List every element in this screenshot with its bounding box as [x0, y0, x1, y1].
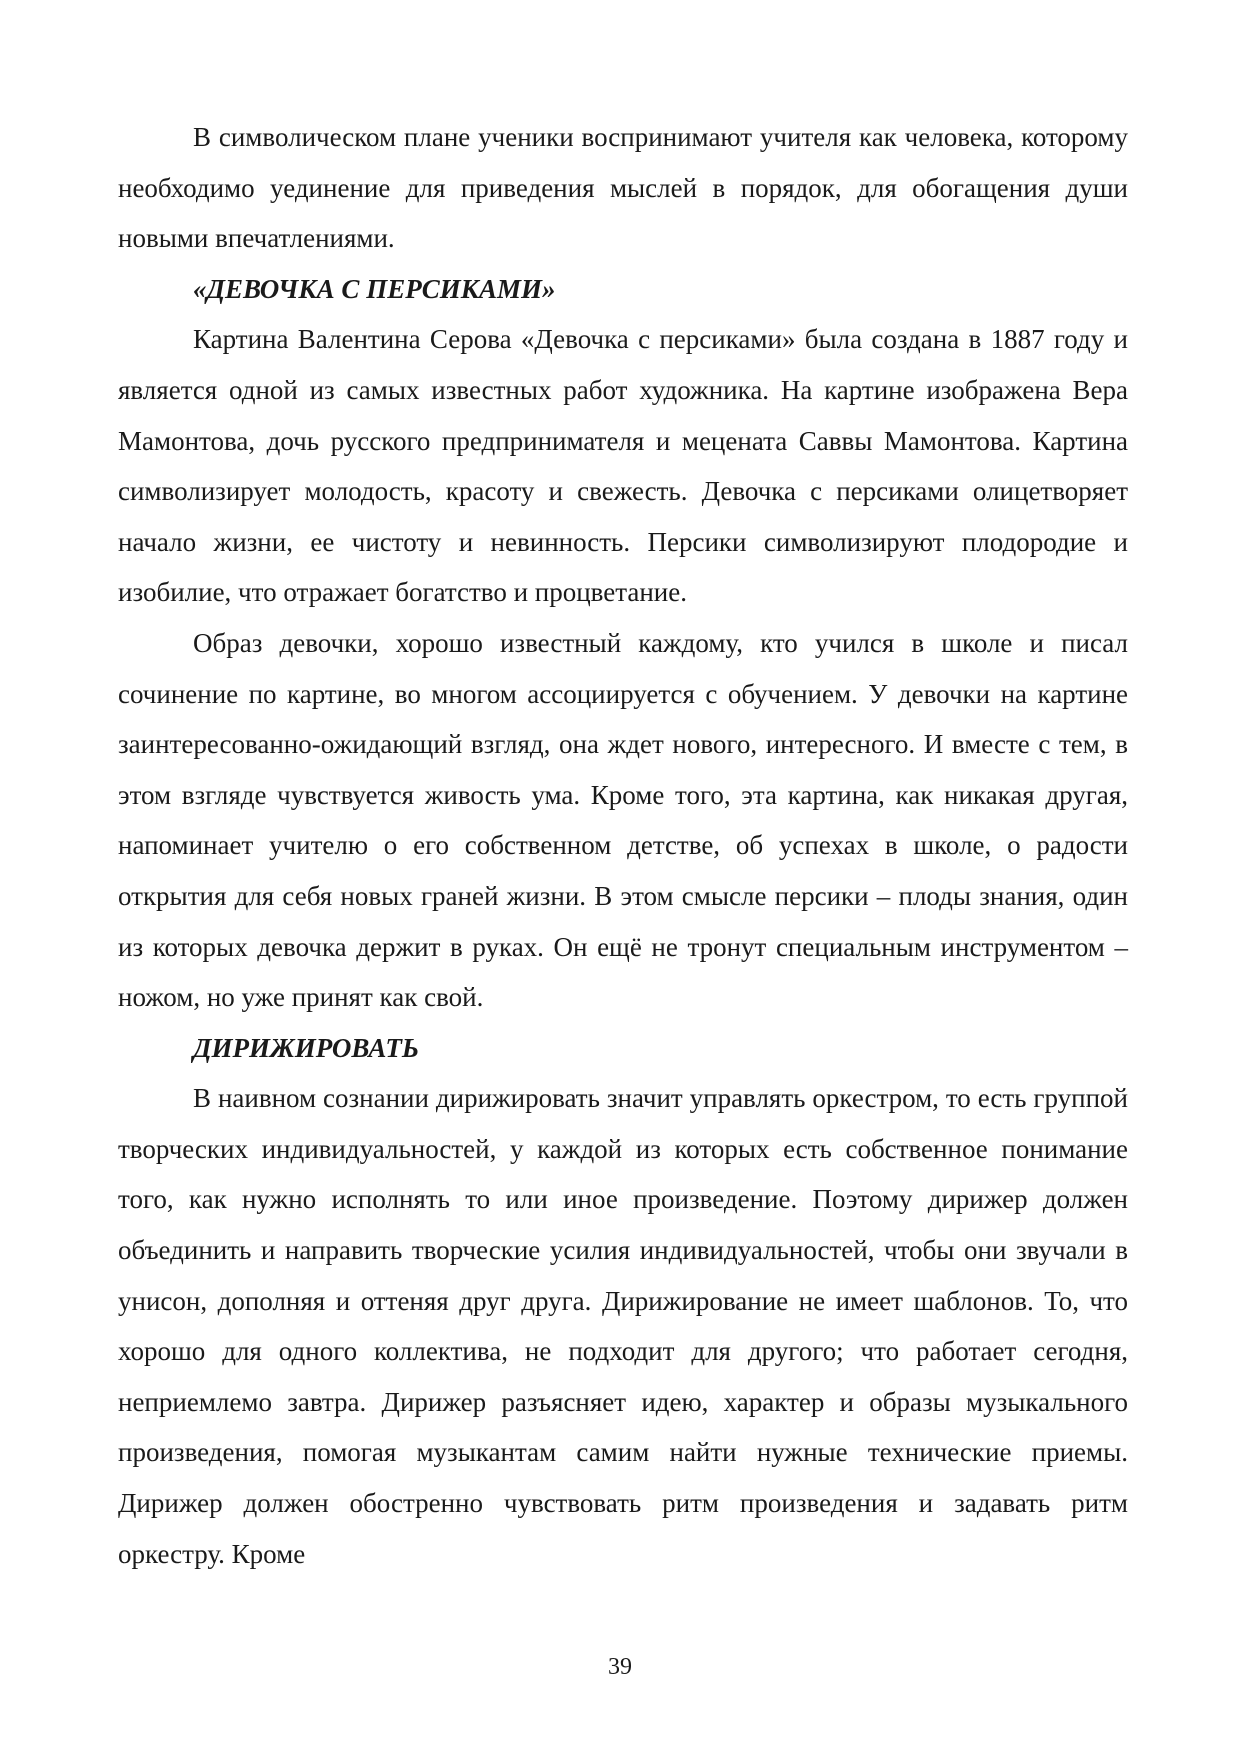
section-heading-conducting: ДИРИЖИРОВАТЬ	[193, 1032, 419, 1063]
document-page	[118, 112, 1128, 1579]
paragraph-girl-image: Образ девочки, хорошо известный каждому, кто учился в школе и писал сочинение по картине, во многом ассоциируется с обучением. У девочки на картине заинтересованно-ожидающий взгляд, она ждет нового, интересного. И вместе с тем, в этом взгляде чувствуется живость ума. Кроме того, эта картина, как никакая другая, напоминает учителю о его собственном детстве, об успехах в школе, о радости открытия для себя новых граней жизни. В этом смысле персики – плоды знания, один из которых девочка держит в руках. Он ещё не тронут специальным инструментом – ножом, но уже принят как свой.	[118, 627, 1128, 1013]
page-number: 39	[608, 1654, 632, 1680]
paragraph-teacher-symbolic: В символическом плане ученики воспринимают учителя как человека, которому необходимо уединение для приведения мыслей в порядок, для обогащения души новыми впечатлениями.	[118, 122, 1128, 254]
paragraph-serov-painting: Картина Валентина Серова «Девочка с персиками» была создана в 1887 году и является одной из самых известных работ художника. На картине изображена Вера Мамонтова, дочь русского предпринимателя и мецената Саввы Мамонтова. Картина символизирует молодость, красоту и свежесть. Девочка с персиками олицетворяет начало жизни, ее чистоту и невинность. Персики символизируют плодородие и изобилие, что отражает богатство и процветание.	[118, 324, 1128, 608]
section-heading-girl-with-peaches: «ДЕВОЧКА С ПЕРСИКАМИ»	[193, 273, 556, 304]
paragraph-conducting: В наивном сознании дирижировать значит управлять оркестром, то есть группой творческих индивидуальностей, у каждой из которых есть собственное понимание того, как нужно исполнять то или иное произведение. Поэтому дирижер должен объединить и направить творческие усилия индивидуальностей, чтобы они звучали в унисон, дополняя и оттеняя друг друга. Дирижирование не имеет шаблонов. То, что хорошо для одного коллектива, не подходит для другого; что работает сегодня, неприемлемо завтра. Дирижер разъясняет идею, характер и образы музыкального произведения, помогая музыкантам самим найти нужные технические приемы. Дирижер должен обостренно чувствовать ритм произведения и задавать ритм оркестру. Кроме	[118, 1083, 1128, 1569]
